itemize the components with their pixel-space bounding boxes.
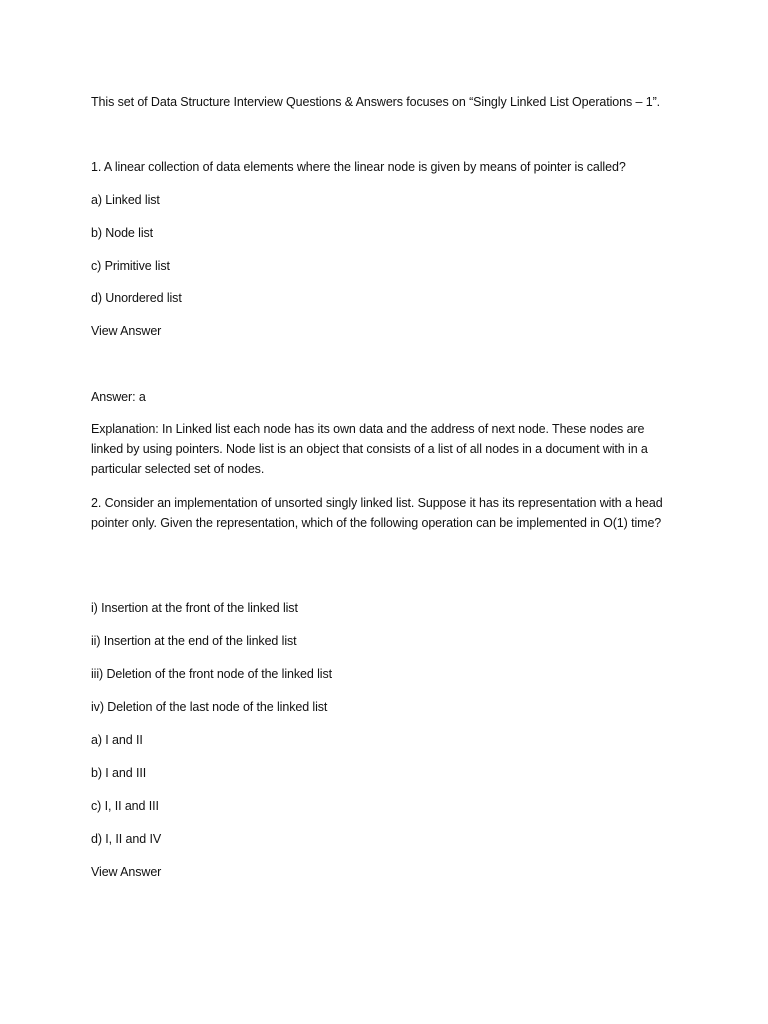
q2-option-b: b) I and III	[91, 766, 147, 780]
q2-statement-i: i) Insertion at the front of the linked list	[91, 601, 298, 615]
q1-option-a: a) Linked list	[91, 193, 160, 207]
q1-option-b: b) Node list	[91, 226, 154, 240]
q2-statement-ii: ii) Insertion at the end of the linked list	[91, 634, 297, 648]
q2-statement-iii: iii) Deletion of the front node of the linked list	[91, 667, 332, 681]
intro-text: This set of Data Structure Interview Questions & Answers focuses on “Singly Linked List Operations – 1”.	[91, 95, 661, 109]
q1-view-answer-link[interactable]: View Answer	[91, 324, 162, 338]
q2-option-a: a) I and II	[91, 733, 143, 747]
q1-answer: Answer: a	[91, 390, 146, 404]
q1-option-c: c) Primitive list	[91, 259, 170, 273]
q1-option-d: d) Unordered list	[91, 291, 182, 305]
q2-option-d: d) I, II and IV	[91, 832, 162, 846]
q2-statement-iv: iv) Deletion of the last node of the linked list	[91, 700, 328, 714]
question-1-text: 1. A linear collection of data elements where the linear node is given by means of pointer is called?	[91, 160, 626, 174]
q2-view-answer-link[interactable]: View Answer	[91, 865, 162, 879]
q2-option-c: c) I, II and III	[91, 799, 159, 813]
question-2-text: 2. Consider an implementation of unsorted singly linked list. Suppose it has its representation with a head pointer only. Given the representation, which of the following operation can be implemented in O(1) time?	[91, 496, 663, 530]
q1-explanation: Explanation: In Linked list each node has its own data and the address of next node. These nodes are linked by using pointers. Node list is an object that consists of a list of all nodes in a document with in a particular selected set of nodes.	[91, 422, 648, 476]
